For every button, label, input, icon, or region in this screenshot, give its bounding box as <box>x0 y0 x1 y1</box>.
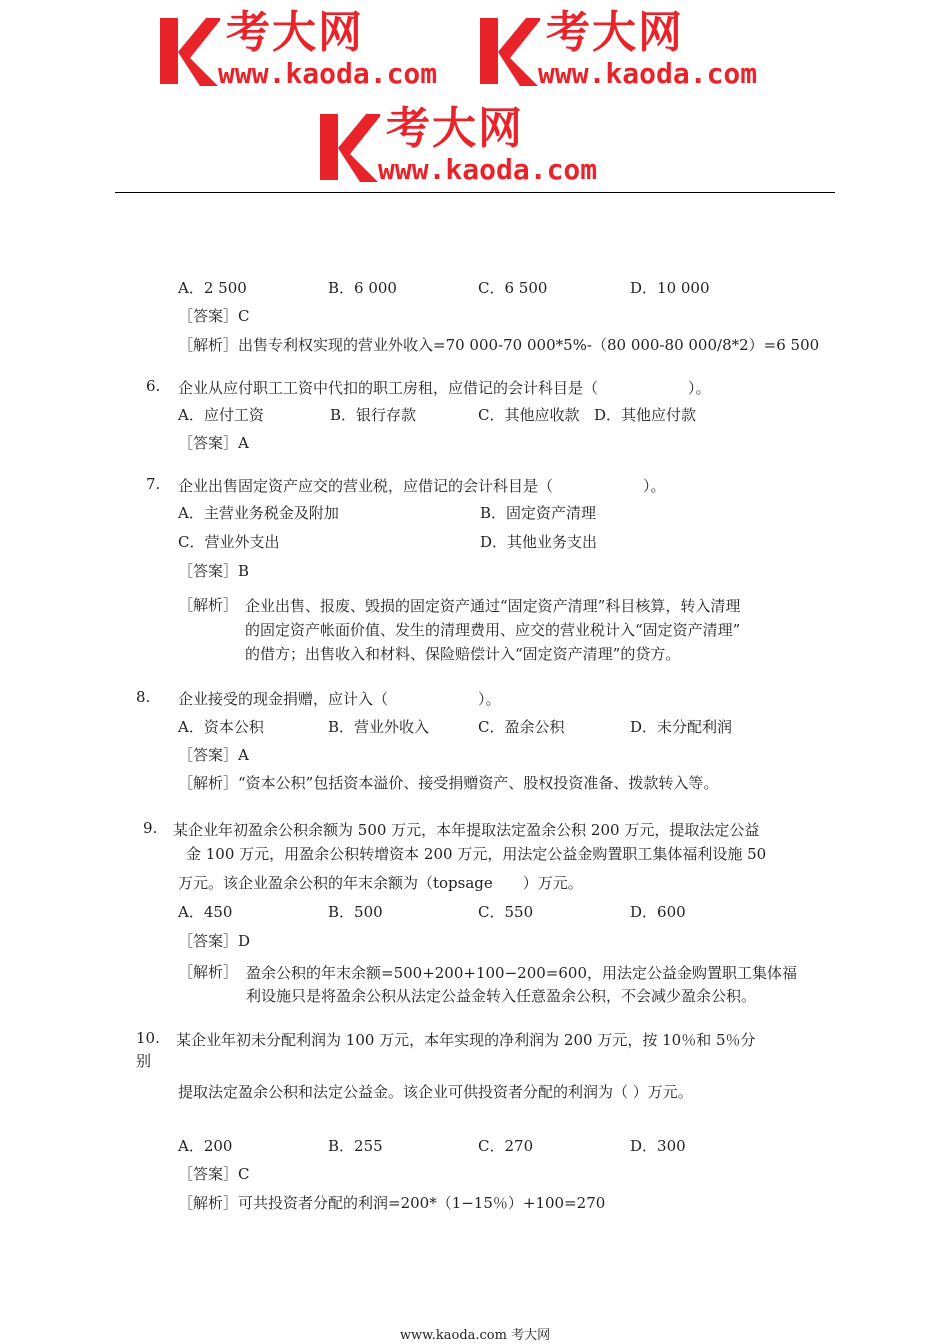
q7-explanation-line-1: 企业出售、报废、毁损的固定资产通过“固定资产清理”科目核算，转入清理 <box>245 597 741 615</box>
q9-explanation-label: ［解析］ <box>178 963 239 981</box>
q5-option-c: C．6 500 <box>478 279 548 297</box>
q10-option-d: D．300 <box>630 1137 686 1155</box>
q10-text-line-1-wrap: 别 <box>136 1052 152 1070</box>
q5-option-d: D．10 000 <box>630 279 710 297</box>
q10-explanation: ［解析］可共投资者分配的利润=200*（1−15％）+100=270 <box>178 1194 606 1212</box>
footer-text: www.kaoda.com 考大网 <box>399 1328 551 1343</box>
q7-text: 企业出售固定资产应交的营业税，应借记的会计科目是（ ）。 <box>178 477 666 495</box>
q7-option-b: B．固定资产清理 <box>480 504 597 522</box>
q5-answer: ［答案］C <box>178 307 250 325</box>
q7-explanation-line-2: 的固定资产帐面价值、发生的清理费用、应交的营业税计入“固定资产清理” <box>245 621 741 639</box>
q8-answer: ［答案］A <box>178 746 249 764</box>
q6-option-c: C．其他应收款 <box>478 406 580 424</box>
q9-answer: ［答案］D <box>178 932 251 950</box>
q8-number: 8. <box>136 688 151 706</box>
q10-text-line-2: 提取法定盈余公积和法定公益金。该企业可供投资者分配的利润为（ ）万元。 <box>178 1083 693 1101</box>
q9-option-a: A．450 <box>178 903 233 921</box>
kaoda-k-mark <box>480 12 540 90</box>
logo-cn-text: 考大网 <box>546 7 684 58</box>
q7-number: 7. <box>146 475 161 493</box>
q10-answer: ［答案］C <box>178 1165 250 1183</box>
q10-number: 10. <box>136 1029 160 1047</box>
q9-explanation-line-2: 利设施只是将盈余公积从法定公益金转入任意盈余公积，不会减少盈余公积。 <box>246 987 757 1005</box>
q9-option-d: D．600 <box>630 903 686 921</box>
q9-text-line-3: 万元。该企业盈余公积的年末余额为（topsage ）万元。 <box>178 874 583 892</box>
q7-explanation-line-3: 的借方；出售收入和材料、保险赔偿计入“固定资产清理”的贷方。 <box>245 645 681 663</box>
q9-text-line-2: 金 100 万元，用盈余公积转增资本 200 万元，用法定公益金购置职工集体福利设施 50 <box>186 845 767 863</box>
q5-option-a: A．2 500 <box>178 279 247 297</box>
q6-option-a: A．应付工资 <box>178 406 264 424</box>
q7-option-c: C．营业外支出 <box>178 533 280 551</box>
q5-explanation: ［解析］出售专利权实现的营业外收入=70 000-70 000*5%-（80 000-80 000/8*2）=6 500 <box>178 336 820 354</box>
kaoda-k-mark <box>160 12 220 90</box>
q9-number: 9. <box>143 819 158 837</box>
q7-option-d: D．其他业务支出 <box>480 533 598 551</box>
logo-url-text: www.kaoda.com <box>538 57 758 90</box>
q5-option-b: B．6 000 <box>328 279 397 297</box>
q9-text-line-1: 某企业年初盈余公积余额为 500 万元，本年提取法定盈余公积 200 万元，提取法定公益 <box>173 821 760 839</box>
q8-option-d: D．未分配利润 <box>630 718 733 736</box>
q6-answer: ［答案］A <box>178 434 249 452</box>
q6-number: 6. <box>146 377 161 395</box>
header-divider <box>115 192 835 193</box>
q6-text: 企业从应付职工工资中代扣的职工房租，应借记的会计科目是（ ）。 <box>178 379 711 397</box>
logo-url-text: www.kaoda.com <box>378 153 598 186</box>
q7-explanation-label: ［解析］ <box>178 596 239 614</box>
q8-text: 企业接受的现金捐赠，应计入（ ）。 <box>178 690 501 708</box>
q6-option-b: B．银行存款 <box>330 406 417 424</box>
q9-explanation-line-1: 盈余公积的年末余额=500+200+100−200=600，用法定公益金购置职工集体福 <box>246 964 797 982</box>
kaoda-logo-center <box>320 104 640 190</box>
logo-cn-text: 考大网 <box>226 7 364 58</box>
q10-option-b: B．255 <box>328 1137 383 1155</box>
q7-option-a: A．主营业务税金及附加 <box>178 504 339 522</box>
kaoda-logo-right <box>480 8 800 94</box>
kaoda-logo-left <box>160 8 480 94</box>
q8-explanation: ［解析］“资本公积”包括资本溢价、接受捐赠资产、股权投资准备、拨款转入等。 <box>178 774 719 792</box>
logo-cn-text: 考大网 <box>386 103 524 154</box>
q8-option-b: B．营业外收入 <box>328 718 430 736</box>
q6-option-d: D．其他应付款 <box>594 406 697 424</box>
q7-answer: ［答案］B <box>178 562 250 580</box>
q10-option-a: A．200 <box>178 1137 233 1155</box>
q8-option-c: C．盈余公积 <box>478 718 565 736</box>
logo-url-text: www.kaoda.com <box>218 57 438 90</box>
q8-option-a: A．资本公积 <box>178 718 264 736</box>
q10-option-c: C．270 <box>478 1137 534 1155</box>
q9-option-b: B．500 <box>328 903 383 921</box>
q9-option-c: C．550 <box>478 903 534 921</box>
kaoda-k-mark <box>320 108 380 186</box>
q10-text-line-1: 某企业年初未分配利润为 100 万元，本年实现的净利润为 200 万元，按 10％和 5％分 <box>176 1031 756 1049</box>
